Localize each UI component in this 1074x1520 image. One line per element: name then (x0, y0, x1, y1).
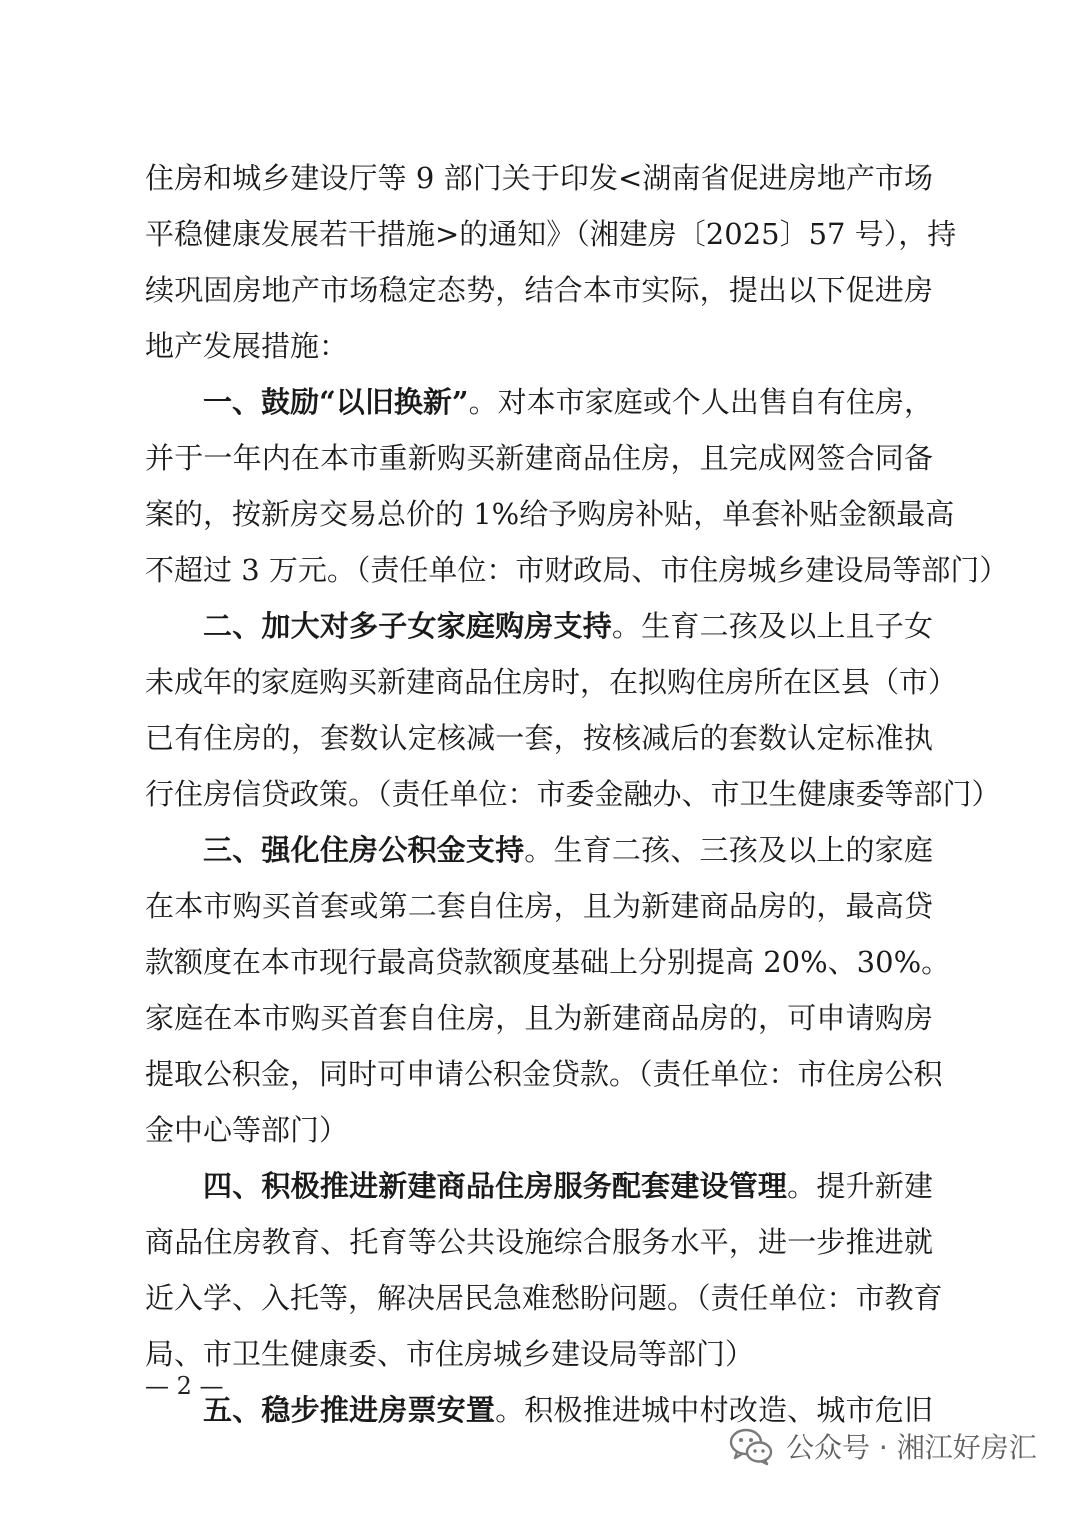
text-line: 地产发展措施： (145, 329, 349, 363)
section-text: 。提升新建 (787, 1169, 933, 1203)
document-body (145, 150, 1009, 1438)
section-heading: 二、加大对多子女家庭购房支持 (203, 609, 612, 643)
text-line: 金中心等部门） (145, 1113, 349, 1147)
section-text: 。生育二孩及以上且子女 (611, 609, 933, 643)
section-heading: 一、鼓励“以旧换新” (203, 385, 469, 419)
text-line: 行住房信贷政策。（责任单位：市委金融办、市卫生健康委等部门） (145, 777, 1001, 811)
watermark (728, 1422, 1037, 1470)
section-text: 。生育二孩、三孩及以上的家庭 (524, 833, 933, 867)
wechat-icon (728, 1426, 774, 1466)
section-heading: 三、强化住房公积金支持 (203, 833, 525, 867)
text-line: 商品住房教育、托育等公共设施综合服务水平，进一步推进就 (145, 1225, 933, 1259)
section-3-first-line (145, 822, 933, 878)
text-line: 款额度在本市现行最高贷款额度基础上分别提高 20%、30%。 (145, 945, 951, 979)
text-line: 近入学、入托等，解决居民急难愁盼问题。（责任单位：市教育 (145, 1281, 943, 1315)
watermark-text: 公众号 · 湘江好房汇 (786, 1431, 1037, 1464)
text-line: 续巩固房地产市场稳定态势，结合本市实际，提出以下促进房 (145, 273, 933, 307)
section-2-first-line (145, 598, 933, 654)
section-4-first-line (145, 1158, 933, 1214)
section-heading: 四、积极推进新建商品住房服务配套建设管理 (203, 1169, 788, 1203)
section-heading: 五、稳步推进房票安置 (203, 1393, 496, 1427)
text-line: 提取公积金，同时可申请公积金贷款。（责任单位：市住房公积 (145, 1057, 943, 1091)
page-number: — 2 — (145, 1372, 224, 1400)
text-line: 案的，按新房交易总价的 1%给予购房补贴，单套补贴金额最高 (145, 497, 955, 531)
text-line: 未成年的家庭购买新建商品住房时，在拟购住房所在区县（市） (145, 665, 958, 699)
text-line: 在本市购买首套或第二套自住房，且为新建商品房的，最高贷 (145, 889, 933, 923)
text-line: 平稳健康发展若干措施>的通知》（湘建房〔2025〕57 号），持 (145, 217, 957, 251)
text-line: 不超过 3 万元。（责任单位：市财政局、市住房城乡建设局等部门） (145, 553, 1009, 587)
text-line: 局、市卫生健康委、市住房城乡建设局等部门） (145, 1337, 755, 1371)
text-line: 已有住房的，套数认定核减一套，按核减后的套数认定标准执 (145, 721, 933, 755)
text-line: 住房和城乡建设厅等 9 部门关于印发<湖南省促进房地产市场 (145, 161, 933, 195)
section-text: 。对本市家庭或个人出售自有住房， (468, 385, 933, 419)
text-line: 并于一年内在本市重新购买新建商品住房，且完成网签合同备 (145, 441, 933, 475)
section-1-first-line (145, 374, 933, 430)
section-text: 。积极推进城中村改造、城市危旧 (495, 1393, 933, 1427)
text-line: 家庭在本市购买首套自住房，且为新建商品房的，可申请购房 (145, 1001, 933, 1035)
